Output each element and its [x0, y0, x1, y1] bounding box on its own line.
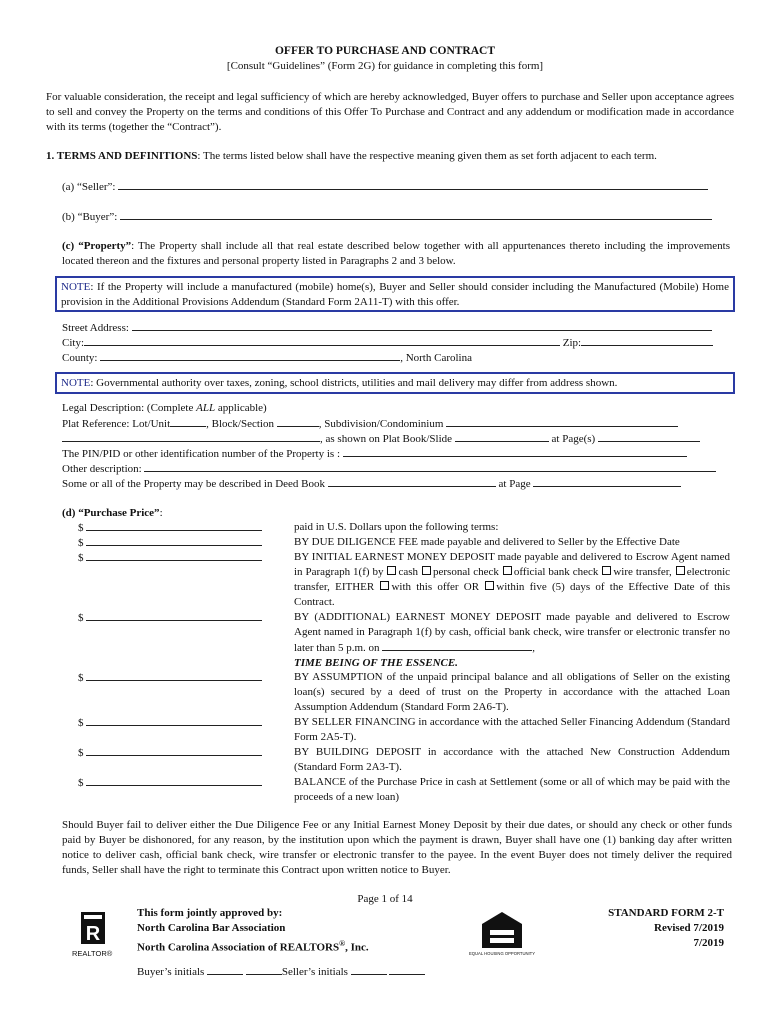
- pages-field[interactable]: [598, 431, 700, 442]
- realtor-letter: R: [85, 923, 101, 945]
- city-row: [62, 335, 730, 351]
- official-bank-check-label: official bank check: [513, 566, 599, 578]
- dollar-sign: $: [78, 672, 84, 684]
- electronic-transfer-checkbox[interactable]: [676, 566, 685, 575]
- initial-deposit-text: [294, 550, 730, 610]
- property-label: (c) “Property”: [62, 240, 132, 252]
- standard-form-block: [560, 906, 724, 951]
- pin-field[interactable]: [343, 446, 687, 457]
- building-deposit-text: BY BUILDING DEPOSIT in accordance with the attached New Construction Addendum (Standard Form 2A3-T).: [294, 746, 730, 773]
- legal-description-row: [62, 401, 730, 416]
- dollar-sign: $: [78, 612, 84, 624]
- deed-book-row: [62, 476, 730, 492]
- dollar-sign: $: [78, 522, 84, 534]
- page-number: Page 1 of 14: [357, 893, 413, 905]
- deed-book-field[interactable]: [328, 476, 496, 487]
- note-label: NOTE: [61, 281, 91, 293]
- revised-date: Revised 7/2019: [654, 922, 724, 934]
- additional-deposit-amount: [78, 610, 262, 626]
- initial-deposit-amount: [78, 550, 262, 566]
- form-title: OFFER TO PURCHASE AND CONTRACT: [274, 45, 496, 57]
- form-date: 7/2019: [693, 937, 724, 949]
- legal-applicable: applicable): [215, 402, 267, 414]
- purchase-price-field[interactable]: [86, 520, 262, 531]
- block-field[interactable]: [277, 416, 319, 427]
- official-bank-check-checkbox[interactable]: [503, 566, 512, 575]
- buyer-initials-field-2[interactable]: [246, 964, 282, 975]
- other-description-row: [62, 461, 730, 477]
- personal-check-label: personal check: [433, 566, 499, 578]
- zip-field[interactable]: [581, 335, 713, 346]
- seller-row: [62, 179, 730, 195]
- intro-paragraph: For valuable consideration, the receipt and legal sufficiency of which are hereby acknowledged, Buyer offers to purchase and Seller upon acceptance agrees to sell and convey the Property on the terms and conditions of this Offer To Purchase and Contract and any addendum or modification made in accordance with its terms (together the “Contract”).: [46, 91, 734, 133]
- purchase-price-amount: [78, 520, 262, 536]
- within-five-days-checkbox[interactable]: [485, 581, 494, 590]
- buyer-field[interactable]: [120, 209, 712, 220]
- purchase-price-colon: :: [159, 507, 163, 519]
- manufactured-home-note: [55, 276, 735, 312]
- approved-by-block: [137, 906, 369, 956]
- lot-field[interactable]: [170, 416, 206, 427]
- note-text: : If the Property will include a manufactured (mobile) home(s), Buyer and Seller should consider including the Manufactured (Mobile) Home provision in the Additional Provisions Addendum (Standard Form 2A11-T) with this offer.: [61, 281, 729, 308]
- seller-financing-field[interactable]: [86, 715, 262, 726]
- subdivision-label: , Subdivision/Condominium: [318, 418, 444, 430]
- legal-label: Legal Description: (Complete: [62, 402, 197, 414]
- plat-book-field[interactable]: [455, 431, 549, 442]
- due-diligence-field[interactable]: [86, 535, 262, 546]
- county-row: [62, 350, 730, 366]
- pin-label: The PIN/PID or other identification number of the Property is :: [62, 448, 340, 460]
- approved-line-1: This form jointly approved by:: [137, 907, 283, 919]
- electronic-transfer-label: electronic transfer, EITHER: [294, 566, 731, 593]
- terms-text: : The terms listed below shall have the respective meaning given them as set forth adjacent to each term.: [197, 150, 657, 162]
- standard-form-number: STANDARD FORM 2-T: [608, 907, 724, 919]
- legal-all: ALL: [196, 402, 216, 414]
- buyer-initials-label: Buyer’s initials: [137, 966, 205, 978]
- wire-transfer-checkbox[interactable]: [602, 566, 611, 575]
- note-text: : Governmental authority over taxes, zoning, school districts, utilities and mail delivery may differ from address shown.: [90, 377, 618, 389]
- assumption-amount: [78, 670, 262, 686]
- failure-to-deliver-paragraph: Should Buyer fail to deliver either the Due Diligence Fee or any Initial Earnest Money Deposit by their due dates, or should any check or other funds paid by Buyer be dishonored, for any reason, by the institution upon which the payment is drawn, Buyer shall have one (1) banking day after written notice to deliver cash, official bank check, wire transfer or electronic transfer to the payee. In the event Buyer does not timely deliver the required funds, Seller shall have the right to terminate this Contract upon written notice to Buyer.: [62, 819, 732, 876]
- additional-deposit-text: BY (ADDITIONAL) EARNEST MONEY DEPOSIT made payable and delivered to Escrow Agent named in Paragraph 1(f) by cash, official bank check, wire transfer or electronic transfer no later than 5 p.m. on , TIME BEING OF THE ESSENCE.: [294, 611, 730, 669]
- deed-book-label: Some or all of the Property may be described in Deed Book: [62, 478, 326, 490]
- other-label: Other description:: [62, 463, 142, 475]
- additional-deposit-date-field[interactable]: [382, 640, 532, 651]
- terms-paragraph: [46, 149, 734, 164]
- assumption-field[interactable]: [86, 670, 262, 681]
- wire-transfer-label: wire transfer,: [613, 566, 672, 578]
- property-text: : The Property shall include all that real estate described below together with all appurtenances thereto including the improvements located thereon and the fixtures and personal property listed in Paragraphs 2 and 3 below.: [62, 240, 730, 267]
- pin-row: [62, 446, 730, 462]
- within-five-days-label: within five (5) days of the Effective Date of this Contract.: [294, 581, 731, 608]
- state-label: , North Carolina: [400, 352, 472, 364]
- city-label: City:: [62, 337, 85, 349]
- additional-deposit-field[interactable]: [86, 610, 262, 621]
- seller-financing-amount: [78, 715, 262, 731]
- seller-initials-label: Seller’s initials: [281, 966, 348, 978]
- plat-desc-field[interactable]: [62, 431, 320, 442]
- plat-book-row: [62, 431, 730, 447]
- street-field[interactable]: [132, 320, 712, 331]
- with-offer-label: with this offer OR: [391, 581, 480, 593]
- county-field[interactable]: [100, 350, 400, 361]
- balance-field[interactable]: [86, 775, 262, 786]
- realtor-logo: [68, 910, 122, 960]
- dollar-sign: $: [78, 537, 84, 549]
- initials-row: [137, 964, 425, 980]
- approved-reg: ®: [339, 939, 346, 948]
- assumption-text: BY ASSUMPTION of the unpaid principal balance and all obligations of Seller on the existing loan(s) secured by a deed of trust on the Property in accordance with the attached Loan Assumption Addendum (Standard Form 2A6-T).: [294, 671, 730, 713]
- equal-housing-logo: [468, 910, 536, 962]
- approved-assoc: North Carolina Association of REALTORS: [137, 941, 340, 954]
- county-label: County:: [62, 352, 98, 364]
- city-field[interactable]: [84, 335, 560, 346]
- cash-checkbox[interactable]: [387, 566, 396, 575]
- paid-in-dollars-text: paid in U.S. Dollars upon the following terms:: [294, 521, 499, 533]
- realtor-text: REALTOR: [72, 949, 107, 958]
- at-pages-label: at Page(s): [551, 433, 596, 445]
- purchase-price-label: (d) “Purchase Price”: [62, 507, 160, 519]
- other-field[interactable]: [144, 461, 716, 472]
- eho-text: EQUAL HOUSING OPPORTUNITY: [468, 951, 536, 956]
- governmental-authority-note: [55, 372, 735, 394]
- block-label: , Block/Section: [206, 418, 274, 430]
- seller-financing-text: BY SELLER FINANCING in accordance with the attached Seller Financing Addendum (Standard Form 2A5-T).: [294, 716, 730, 743]
- building-deposit-field[interactable]: [86, 745, 262, 756]
- with-offer-checkbox[interactable]: [380, 581, 389, 590]
- balance-text: BALANCE of the Purchase Price in cash at Settlement (some or all of which may be paid with the proceeds of a new loan): [294, 776, 730, 803]
- property-paragraph: [62, 239, 730, 269]
- approved-inc: , Inc.: [345, 941, 369, 954]
- personal-check-checkbox[interactable]: [422, 566, 431, 575]
- initial-deposit-field[interactable]: [86, 550, 262, 561]
- approved-line-3: [137, 936, 369, 956]
- realtor-reg: ®: [106, 949, 113, 958]
- plat-row: [62, 416, 730, 432]
- initial-deposit-desc: BY INITIAL EARNEST MONEY DEPOSIT made payable and delivered to Escrow Agent named in Paragraph 1(f) by: [294, 551, 730, 578]
- dollar-sign: $: [78, 777, 84, 789]
- dollar-sign: $: [78, 717, 84, 729]
- seller-field[interactable]: [118, 179, 708, 190]
- dollar-sign: $: [78, 552, 84, 564]
- purchase-price-heading: [62, 506, 730, 521]
- street-label: Street Address:: [62, 322, 129, 334]
- svg-text:REALTOR®: [72, 949, 113, 958]
- zip-label: Zip:: [562, 337, 582, 349]
- subdivision-field[interactable]: [446, 416, 678, 427]
- plat-label: Plat Reference: Lot/Unit: [62, 418, 171, 430]
- deed-page-field[interactable]: [533, 476, 681, 487]
- seller-initials-field-1[interactable]: [351, 964, 387, 975]
- street-row: [62, 320, 730, 336]
- additional-deposit-desc: BY (ADDITIONAL) EARNEST MONEY DEPOSIT made payable and delivered to Escrow Agent named in Paragraph 1(f) by cash, official bank check, wire transfer or electronic transfer no later than 5 p.m. on: [294, 611, 730, 654]
- due-diligence-text: BY DUE DILIGENCE FEE made payable and delivered to Seller by the Effective Date: [294, 536, 680, 548]
- time-of-essence: TIME BEING OF THE ESSENCE.: [294, 657, 458, 669]
- plat-book-label: , as shown on Plat Book/Slide: [320, 433, 453, 445]
- seller-initials-field-2[interactable]: [389, 964, 425, 975]
- building-deposit-amount: [78, 745, 262, 761]
- at-page-label: at Page: [498, 478, 531, 490]
- due-diligence-amount: [78, 535, 262, 551]
- dollar-sign: $: [78, 747, 84, 759]
- buyer-initials-field-1[interactable]: [207, 964, 243, 975]
- approved-line-2: North Carolina Bar Association: [137, 922, 286, 934]
- terms-heading: 1. TERMS AND DEFINITIONS: [46, 150, 198, 162]
- cash-label: cash: [398, 566, 419, 578]
- buyer-label: (b) “Buyer”:: [62, 211, 118, 223]
- buyer-row: [62, 209, 730, 225]
- balance-amount: [78, 775, 262, 791]
- form-subtitle: [Consult “Guidelines” (Form 2G) for guidance in completing this form]: [226, 60, 544, 72]
- note-label: NOTE: [61, 377, 91, 389]
- seller-label: (a) “Seller”:: [62, 181, 116, 193]
